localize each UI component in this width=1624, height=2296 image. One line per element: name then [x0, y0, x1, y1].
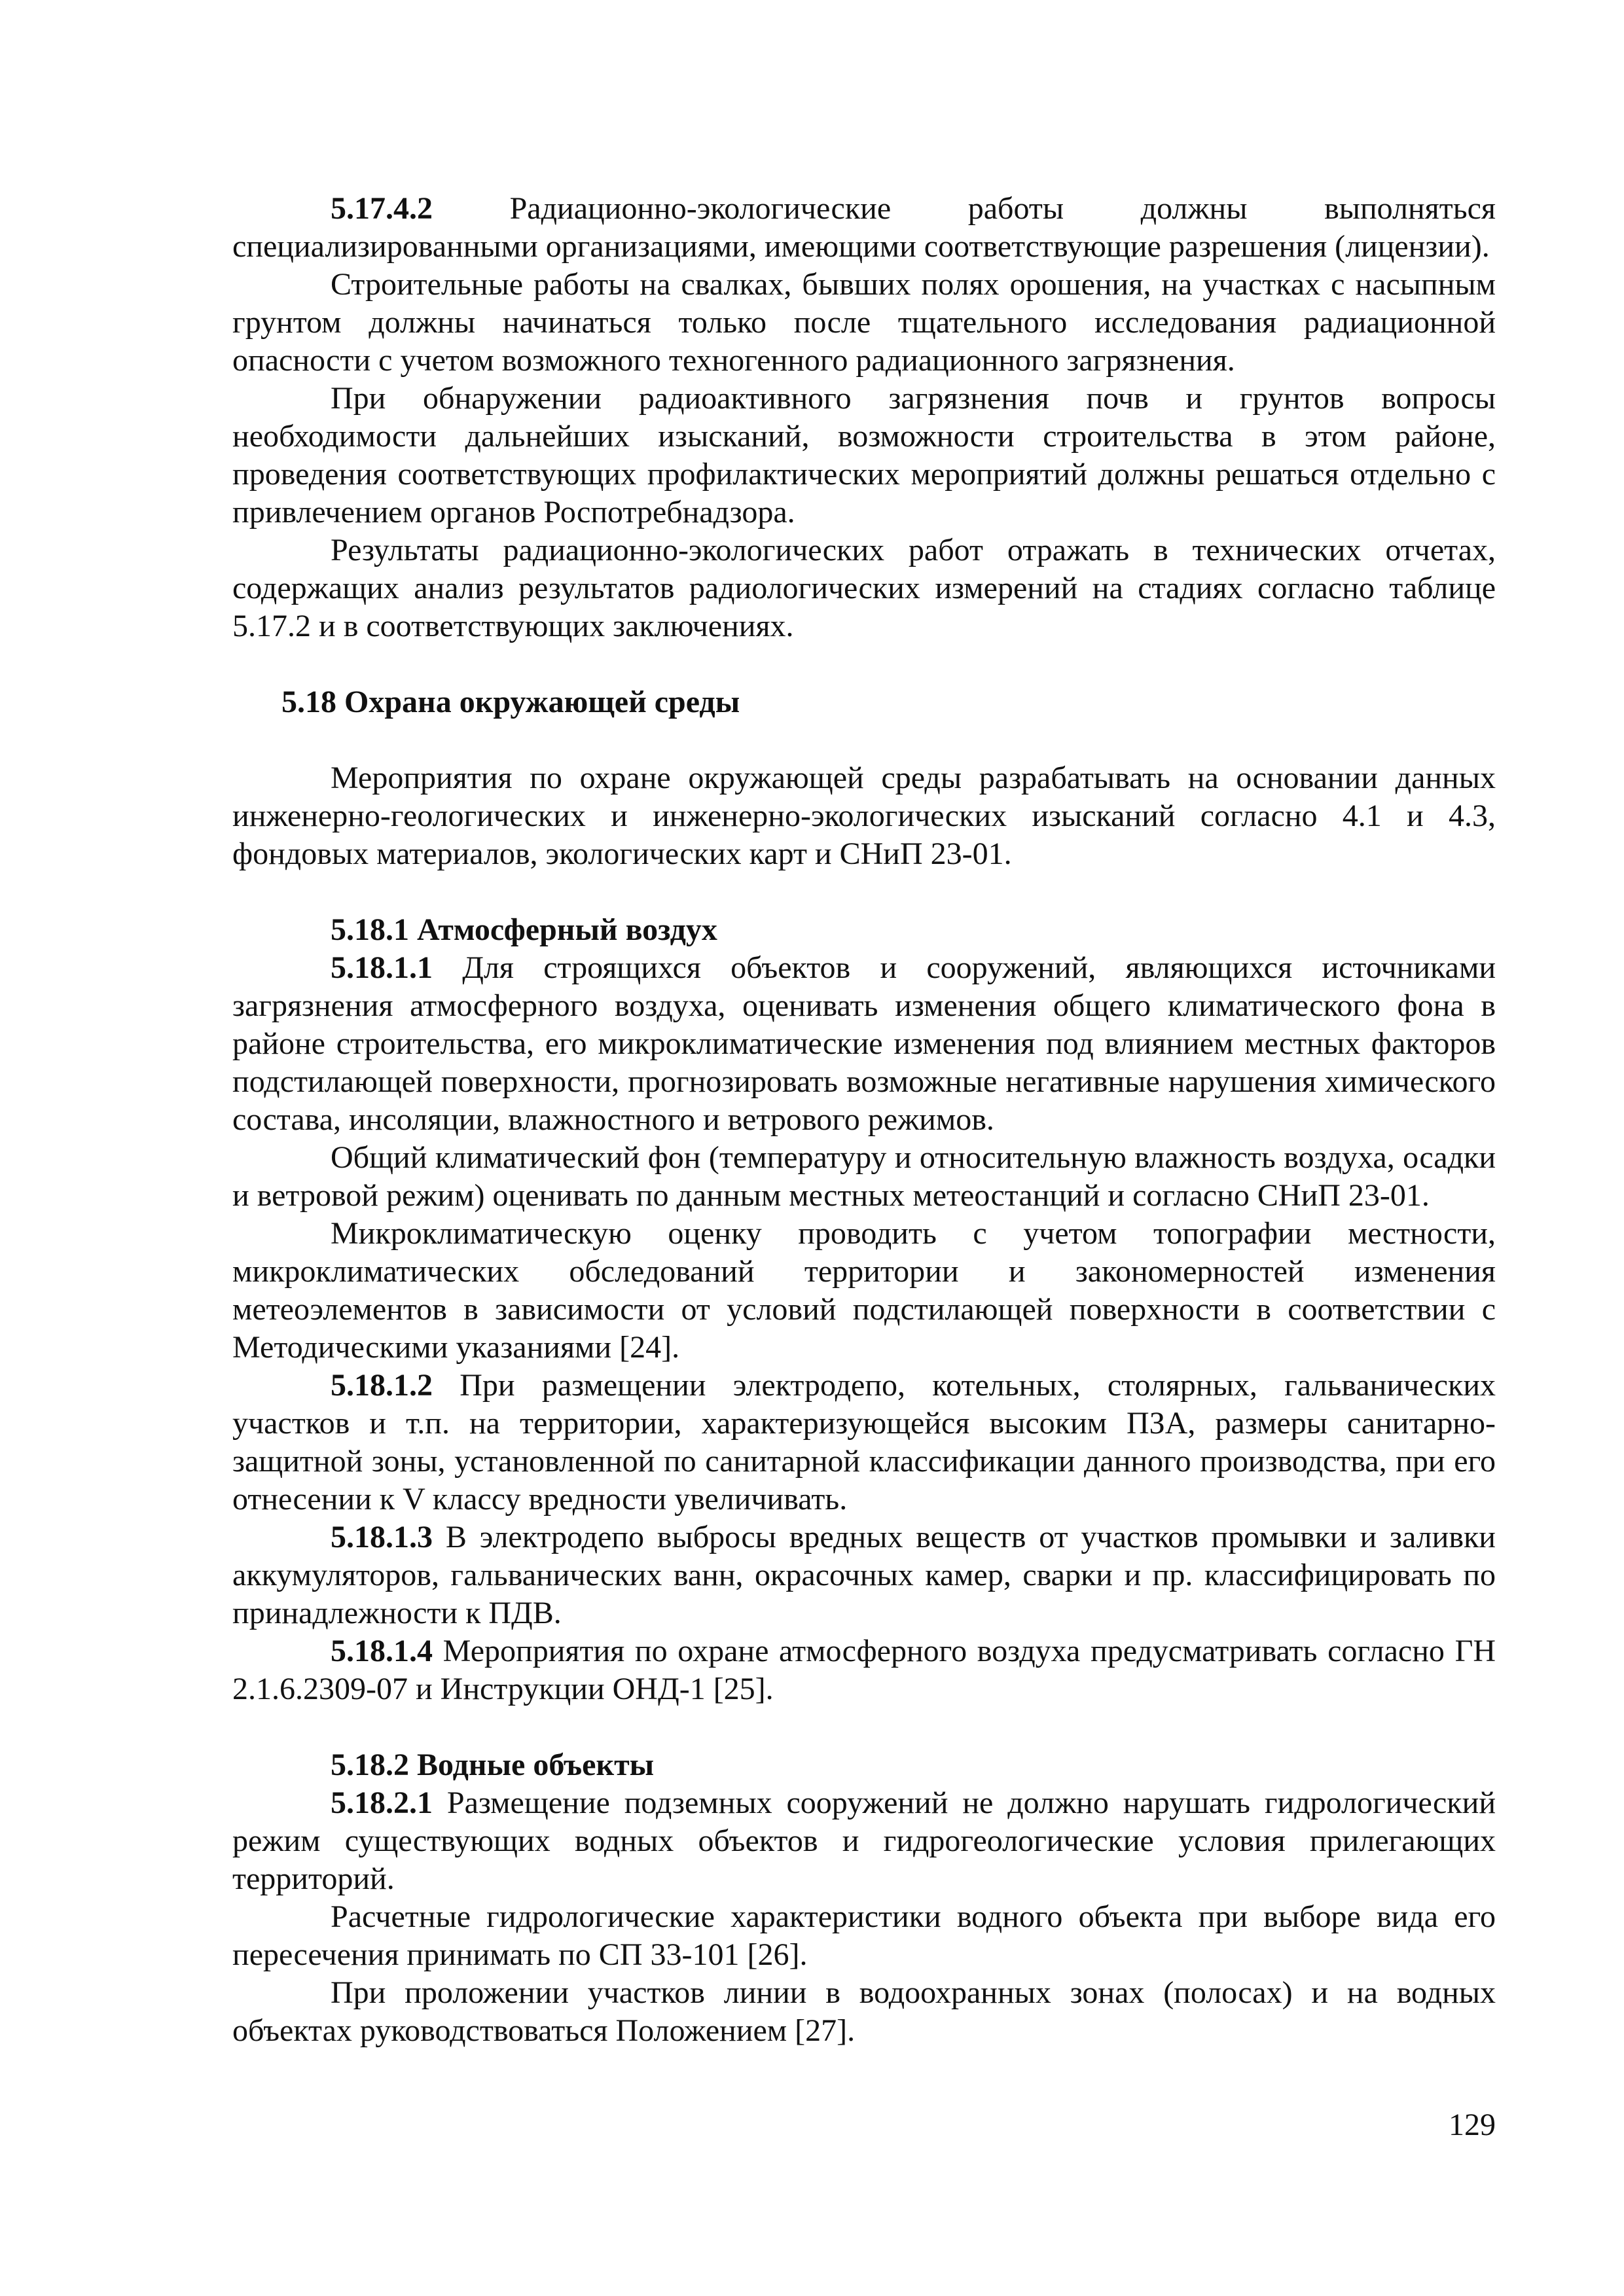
section-heading-5-18: 5.18 Охрана окружающей среды [281, 685, 740, 719]
paragraph: Строительные работы на свалках, бывших полях орошения, на участках с насыпным грунтом должны начинаться только после тщательного исследования радиационной опасности с учетом возможного техногенного радиационного загрязнения. [232, 267, 1496, 378]
clause-number: 5.18.2.1 [331, 1785, 433, 1820]
paragraph: При проложении участков линии в водоохранных зонах (полосах) и на водных объектах руководствоваться Положением [27]. [232, 1975, 1496, 2048]
clause-number: 5.18.1.2 [331, 1368, 433, 1403]
paragraph-5-18-1-3 [232, 1518, 1496, 1632]
paragraph-text: При размещении электродепо, котельных, столярных, гальванических участков и т.п. на территории, характеризующейся высоким ПЗА, размеры санитарно-защитной зоны, установленной по санитарной классификации данного производства, при его отнесении к V классу вредности увеличивать. [232, 1368, 1496, 1516]
paragraph: При обнаружении радиоактивного загрязнения почв и грунтов вопросы необходимости дальнейших изысканий, возможности строительства в этом районе, проведения соответствующих профилактических мероприятий должны решаться отдельно с привлечением органов Роспотребнадзора. [232, 381, 1496, 529]
page-number: 129 [1449, 2108, 1496, 2142]
paragraph-5-18-1-2 [232, 1367, 1496, 1518]
paragraph: Расчетные гидрологические характеристики водного объекта при выборе вида его пересечения принимать по СП 33-101 [26]. [232, 1899, 1496, 1972]
clause-number: 5.18.1.4 [331, 1634, 433, 1668]
paragraph-text: Для строящихся объектов и сооружений, являющихся источниками загрязнения атмосферного воздуха, оценивать изменения общего климатического фона в районе строительства, его микроклиматические изменения под влиянием местных факторов подстилающей поверхности, прогнозировать возможные негативные нарушения химического состава, инсоляции, влажностного и ветрового режимов. [232, 950, 1496, 1137]
paragraph: Результаты радиационно-экологических работ отражать в технических отчетах, содержащих анализ результатов радиологических измерений на стадиях согласно таблице 5.17.2 и в соответствующих заключениях. [232, 533, 1496, 643]
clause-number: 5.18.1.1 [331, 950, 433, 985]
document-body [232, 190, 1496, 2050]
section-heading-5-18-2: 5.18.2 Водные объекты [331, 1748, 655, 1782]
paragraph-5-18-2-1 [232, 1784, 1496, 1898]
clause-number: 5.17.4.2 [331, 191, 433, 226]
paragraph: Общий климатический фон (температуру и относительную влажность воздуха, осадки и ветровой режим) оценивать по данным местных метеостанций и согласно СНиП 23-01. [232, 1140, 1496, 1213]
paragraph-text: Мероприятия по охране атмосферного воздуха предусматривать согласно ГН 2.1.6.2309-07 и Инструкции ОНД-1 [25]. [232, 1634, 1496, 1706]
paragraph-text: Радиационно-экологические работы должны выполняться специализированными организациями, имеющими соответствующие разрешения (лицензии). [232, 191, 1496, 264]
paragraph-5-17-4-2 [232, 190, 1496, 266]
paragraph: Мероприятия по охране окружающей среды разрабатывать на основании данных инженерно-геологических и инженерно-экологических изысканий согласно 4.1 и 4.3, фондовых материалов, экологических карт и СНиП 23-01. [232, 761, 1496, 871]
paragraph-5-18-1-1 [232, 949, 1496, 1139]
paragraph-5-18-1-4 [232, 1632, 1496, 1708]
paragraph-text: Размещение подземных сооружений не должно нарушать гидрологический режим существующих водных объектов и гидрогеологические условия прилегающих территорий. [232, 1785, 1496, 1896]
clause-number: 5.18.1.3 [331, 1520, 433, 1554]
paragraph-text: В электродепо выбросы вредных веществ от участков промывки и заливки аккумуляторов, гальванических ванн, окрасочных камер, сварки и пр. классифицировать по принадлежности к ПДВ. [232, 1520, 1496, 1630]
section-heading-5-18-1: 5.18.1 Атмосферный воздух [331, 912, 717, 947]
paragraph: Микроклиматическую оценку проводить с учетом топографии местности, микроклиматических обследований территории и закономерностей изменения метеоэлементов в зависимости от условий подстилающей поверхности в соответствии с Методическими указаниями [24]. [232, 1216, 1496, 1365]
